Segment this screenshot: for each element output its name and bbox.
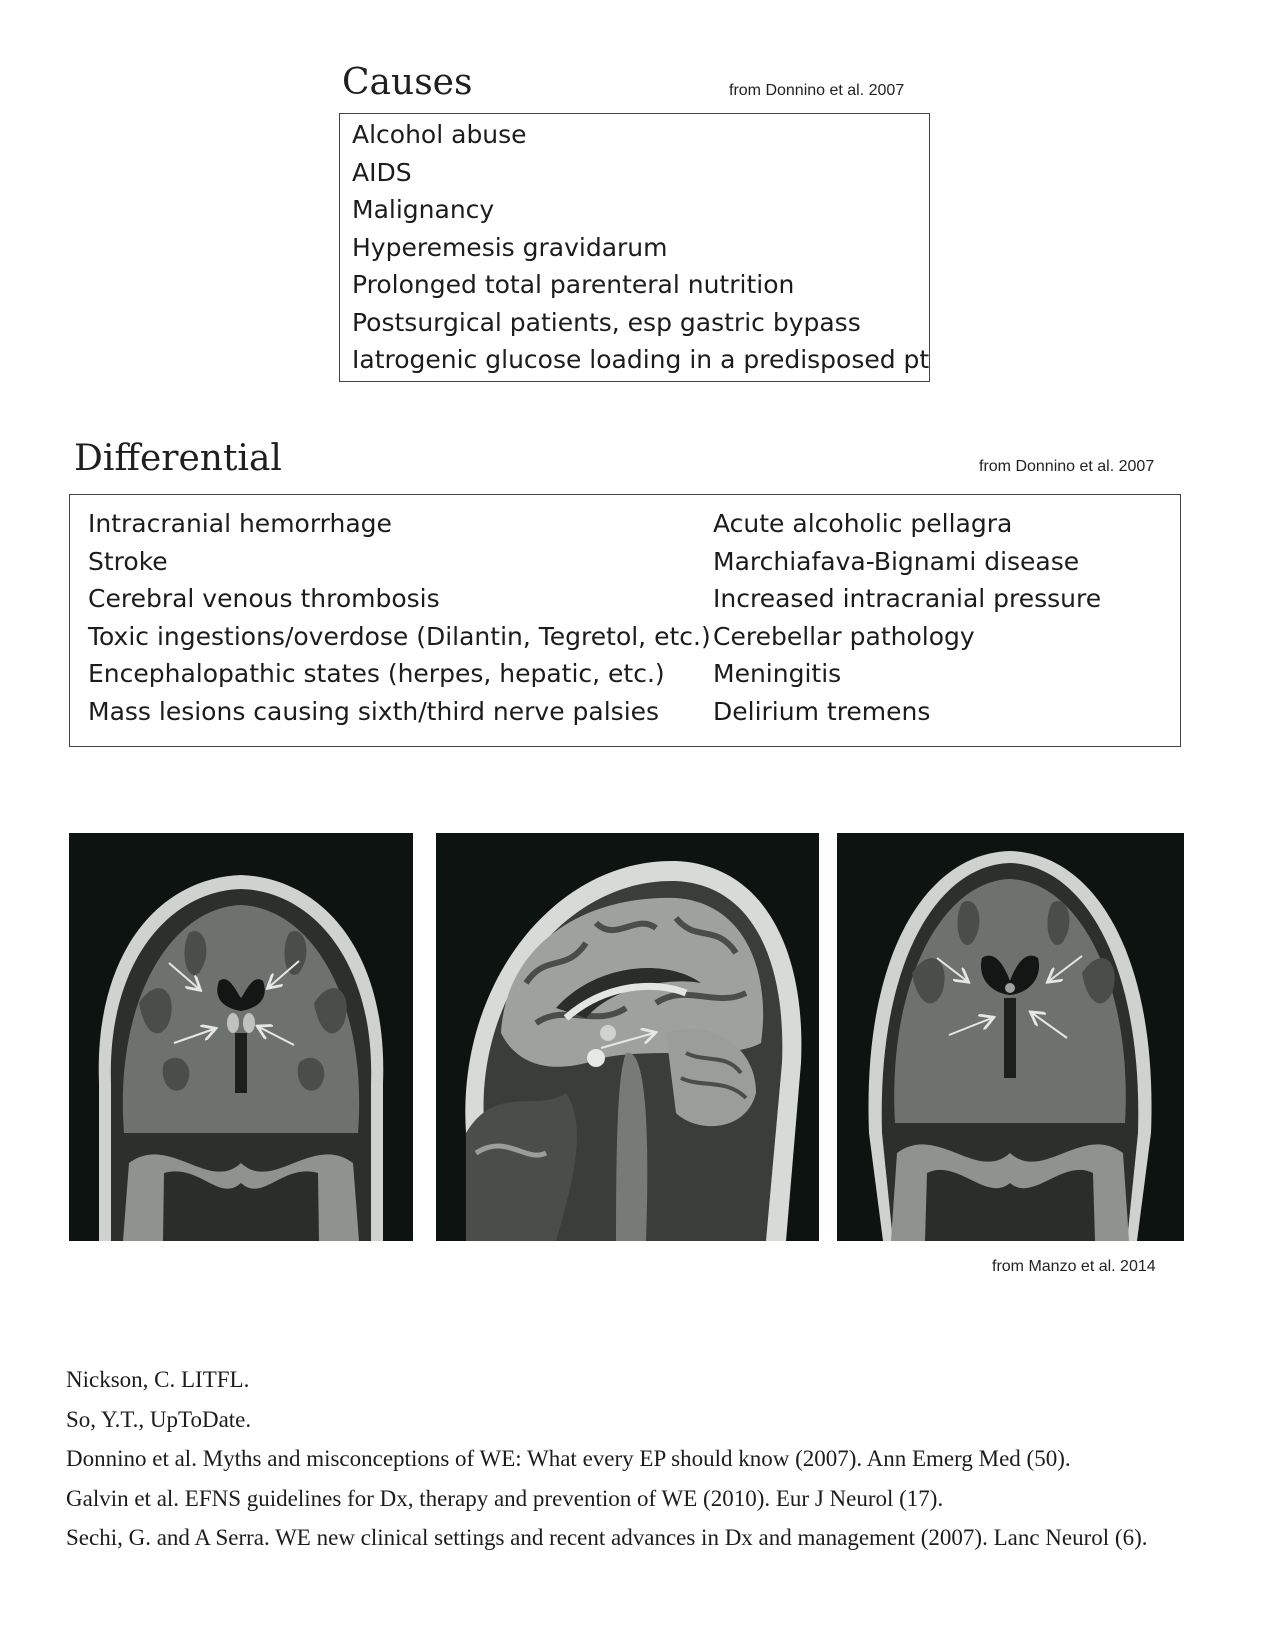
list-item: Cerebral venous thrombosis (88, 584, 440, 613)
coronal-mri-image (69, 833, 413, 1241)
list-item: Malignancy (352, 195, 495, 224)
list-item: Increased intracranial pressure (713, 584, 1102, 613)
list-item: Iatrogenic glucose loading in a predisposed pt (352, 345, 930, 374)
list-item: Intracranial hemorrhage (88, 509, 392, 538)
list-item: Mass lesions causing sixth/third nerve palsies (88, 696, 660, 726)
list-item: Acute alcoholic pellagra (713, 509, 1013, 538)
list-item: Postsurgical patients, esp gastric bypass (352, 307, 861, 337)
differential-right-list (713, 505, 1101, 730)
reference-item: Donnino et al. Myths and misconceptions of WE: What every EP should know (2007). Ann Emerg Med (50). (66, 1446, 1071, 1471)
list-item: Hyperemesis gravidarum (352, 232, 668, 262)
images-source: from Manzo et al. 2014 (992, 1258, 1156, 1275)
list-item: Toxic ingestions/overdose (Dilantin, Tegretol, etc.) (88, 621, 711, 651)
reference-item: Sechi, G. and A Serra. WE new clinical settings and recent advances in Dx and management (2007). Lanc Neurol (6). (66, 1525, 1148, 1550)
list-item: Cerebellar pathology (713, 621, 975, 651)
list-item: Delirium tremens (713, 696, 931, 726)
causes-source: from Donnino et al. 2007 (729, 82, 905, 99)
references-list (66, 1360, 1148, 1558)
coronal-mri-image (837, 833, 1184, 1241)
reference-item: Nickson, C. LITFL. (66, 1367, 250, 1392)
differential-box (69, 494, 1181, 747)
list-item: Stroke (88, 546, 168, 576)
list-item: Meningitis (713, 659, 842, 688)
list-item: Encephalopathic states (herpes, hepatic, etc.) (88, 659, 665, 688)
sagittal-mri-image (436, 833, 819, 1241)
differential-title: Differential (74, 438, 282, 479)
list-item: Alcohol abuse (352, 120, 527, 149)
causes-box (339, 113, 930, 382)
list-item: Prolonged total parenteral nutrition (352, 270, 795, 299)
list-item: Marchiafava-Bignami disease (713, 546, 1080, 576)
reference-item: Galvin et al. EFNS guidelines for Dx, therapy and prevention of WE (2010). Eur J Neurol (17). (66, 1485, 944, 1511)
list-item: AIDS (352, 157, 412, 187)
differential-source: from Donnino et al. 2007 (979, 458, 1155, 475)
reference-item: So, Y.T., UpToDate. (66, 1406, 252, 1432)
causes-list (352, 116, 929, 379)
causes-title: Causes (342, 62, 473, 103)
differential-left-list (88, 505, 711, 730)
